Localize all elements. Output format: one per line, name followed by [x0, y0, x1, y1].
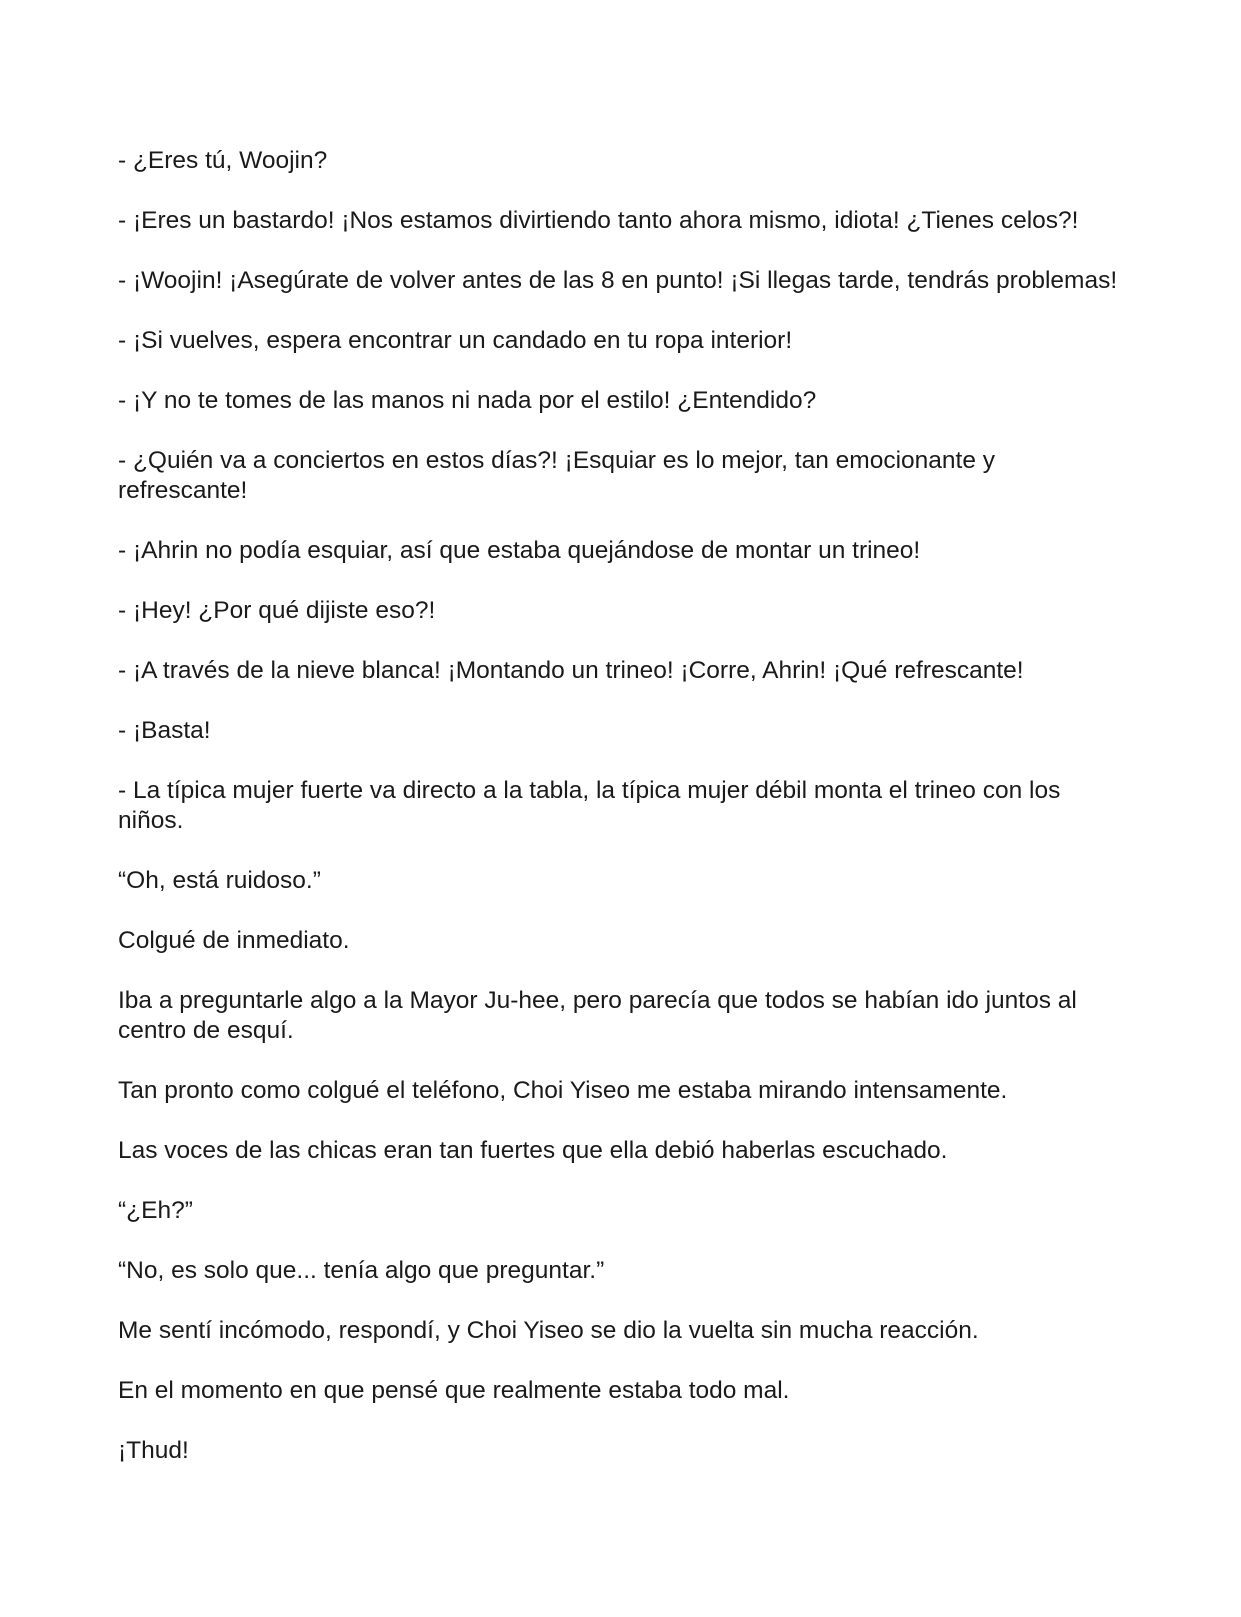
paragraph: ¡Thud!	[118, 1437, 189, 1464]
paragraph: Colgué de inmediato.	[118, 927, 350, 954]
paragraph: - ¡Hey! ¿Por qué dijiste eso?!	[118, 597, 436, 624]
paragraph: - ¿Eres tú, Woojin?	[118, 147, 328, 174]
paragraph: - ¡Eres un bastardo! ¡Nos estamos divirtiendo tanto ahora mismo, idiota! ¿Tienes celos?!	[118, 207, 1079, 234]
paragraph: - ¿Quién va a conciertos en estos días?! ¡Esquiar es lo mejor, tan emocionante y refrescante!	[118, 447, 995, 504]
paragraph: - ¡Si vuelves, espera encontrar un candado en tu ropa interior!	[118, 327, 793, 354]
paragraph: - ¡Basta!	[118, 717, 211, 744]
paragraph: - ¡Y no te tomes de las manos ni nada por el estilo! ¿Entendido?	[118, 387, 817, 414]
paragraph: Tan pronto como colgué el teléfono, Choi Yiseo me estaba mirando intensamente.	[118, 1077, 1008, 1104]
document-body	[118, 146, 1128, 1496]
paragraph: Iba a preguntarle algo a la Mayor Ju-hee, pero parecía que todos se habían ido juntos al centro de esquí.	[118, 987, 1077, 1044]
paragraph: - ¡Ahrin no podía esquiar, así que estaba quejándose de montar un trineo!	[118, 537, 921, 564]
paragraph: Me sentí incómodo, respondí, y Choi Yiseo se dio la vuelta sin mucha reacción.	[118, 1317, 979, 1344]
paragraph: “Oh, está ruidoso.”	[118, 867, 321, 894]
paragraph: Las voces de las chicas eran tan fuertes que ella debió haberlas escuchado.	[118, 1137, 948, 1164]
paragraph: - La típica mujer fuerte va directo a la tabla, la típica mujer débil monta el trineo con los niños.	[118, 777, 1061, 834]
paragraph: “¿Eh?”	[118, 1197, 193, 1224]
paragraph: - ¡Woojin! ¡Asegúrate de volver antes de las 8 en punto! ¡Si llegas tarde, tendrás problemas!	[118, 267, 1118, 294]
paragraph: - ¡A través de la nieve blanca! ¡Montando un trineo! ¡Corre, Ahrin! ¡Qué refrescante!	[118, 657, 1024, 684]
paragraph: En el momento en que pensé que realmente estaba todo mal.	[118, 1377, 790, 1404]
paragraph: “No, es solo que... tenía algo que preguntar.”	[118, 1257, 605, 1284]
